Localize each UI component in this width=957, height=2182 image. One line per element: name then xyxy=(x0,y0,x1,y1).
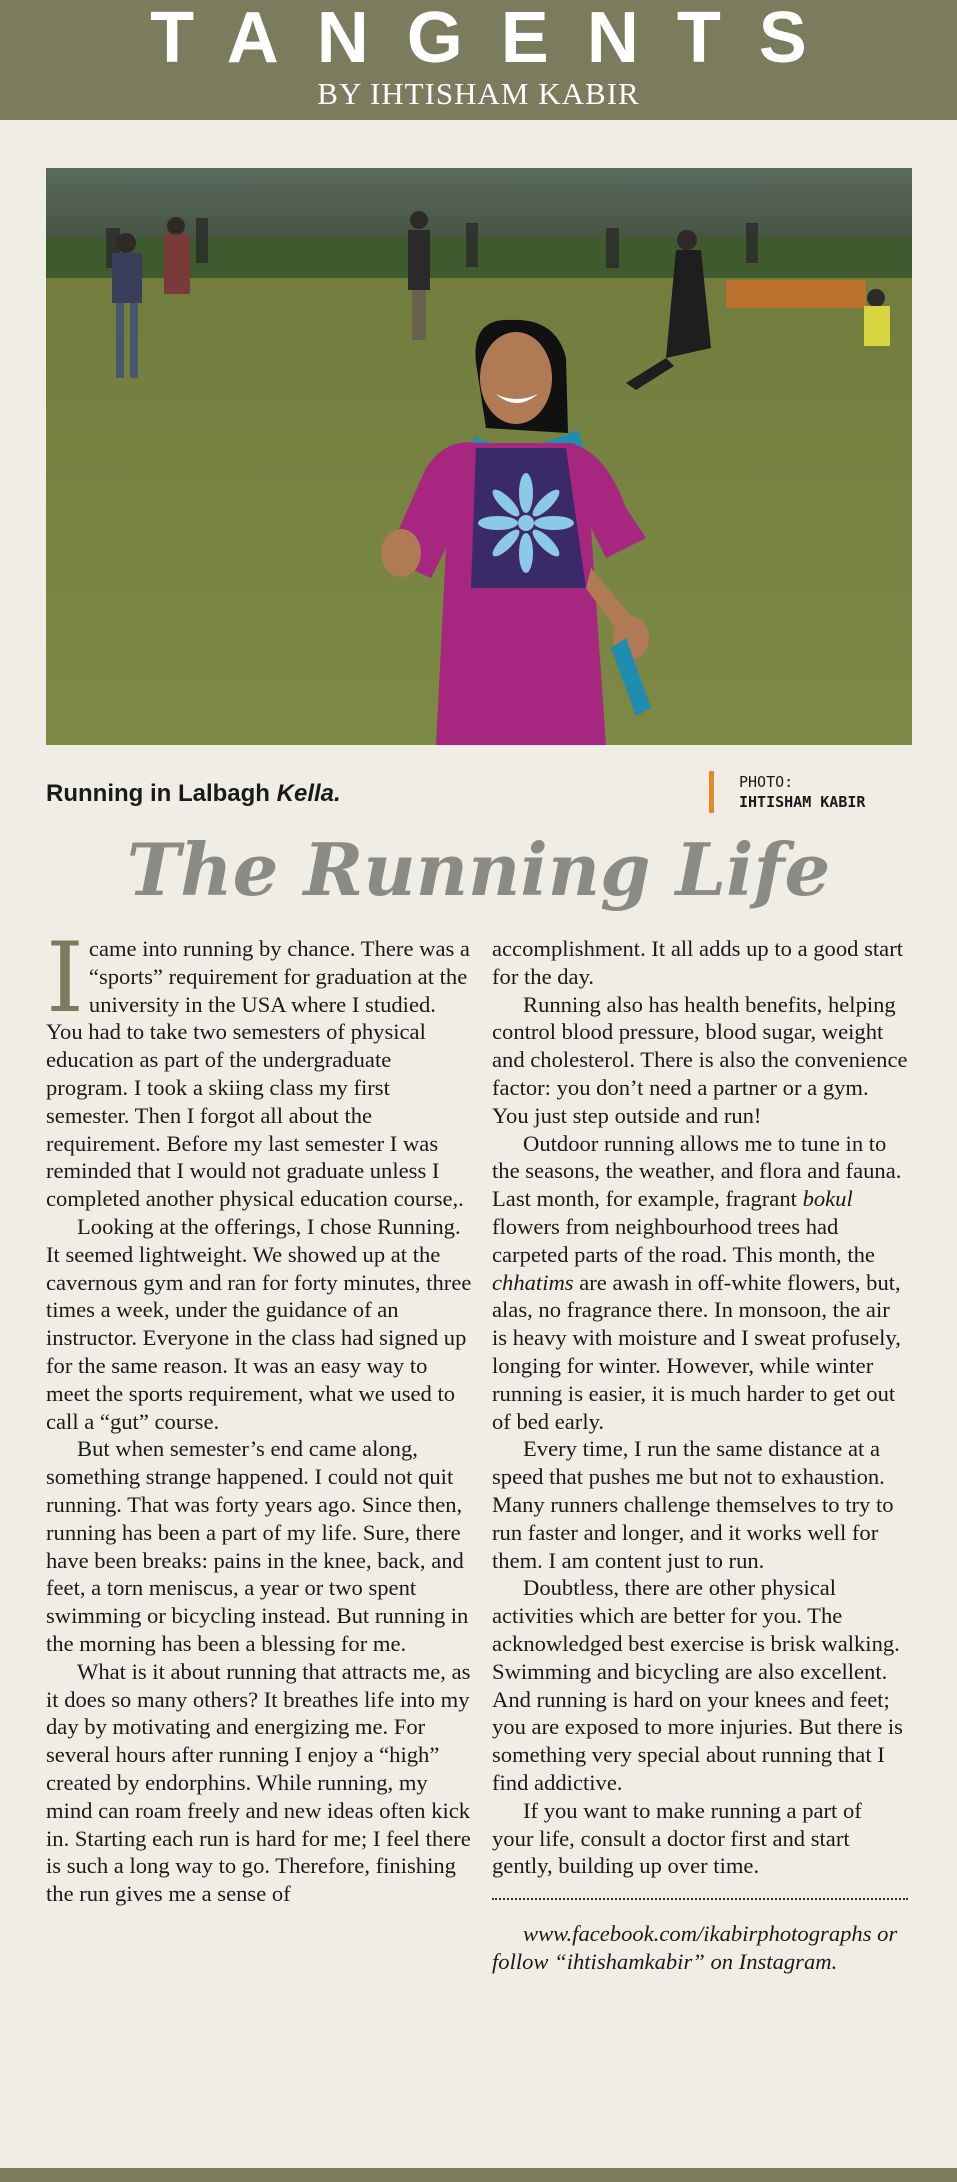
paragraph: Every time, I run the same distance at a speed that pushes me but not to exhaustion. Many runners challenge themselves to try to run faster and longer, and it works well for them. I am content just to run. xyxy=(492,1436,894,1573)
article-photo xyxy=(46,168,912,745)
bottom-bar xyxy=(0,2168,957,2182)
right-column xyxy=(492,935,908,1976)
credit-accent-bar xyxy=(709,771,714,813)
paragraph: Looking at the offerings, I chose Running. It seemed lightweight. We showed up at the cavernous gym and ran for forty minutes, three times a week, under the guidance of an instructor. Everyone in the class had signed up for the same reason. It was an easy way to meet the sports requirement, what we used to call a “gut” course. xyxy=(46,1213,472,1434)
paragraph: Doubtless, there are other physical activities which are better for you. The acknowledged best exercise is brisk walking. Swimming and bicycling are also excellent. And running is hard on your knees and feet; you are exposed to more injuries. But there is something very special about running that I find addictive. xyxy=(492,1575,903,1795)
caption-italic: Kella. xyxy=(276,780,341,807)
paragraph: Outdoor running allows me to tune in to the seasons, the weather, and flora and fauna. Last month, for example, fragrant bokul flowers from neighbourhood trees had carpeted parts of the road. This month, the chhatims are awash in off-white flowers, but, alas, no fragrance there. In monsoon, the air is heavy with moisture and I sweat profusely, longing for winter. However, while winter running is easier, it is much harder to get out of bed early. xyxy=(492,1130,902,1434)
credit-name: IHTISHAM KABIR xyxy=(739,793,866,811)
credit-label: PHOTO: xyxy=(739,773,794,791)
paragraph: accomplishment. It all adds up to a good start for the day. xyxy=(492,936,903,989)
article-headline: The Running Life xyxy=(126,827,831,912)
drop-cap: I xyxy=(46,922,84,1034)
social-footer-note: www.facebook.com/ikabirphotographs or follow “ihtishamkabir” on Instagram. xyxy=(492,1921,898,1974)
paragraph: But when semester’s end came along, something strange happened. I could not quit running. That was forty years ago. Since then, running has been a part of my life. Sure, there have been breaks: pains in the knee, back, and feet, a torn meniscus, a year or two spent swimming or bicycling instead. But running in the morning has been a blessing for me. xyxy=(46,1436,469,1656)
column-title: TANGENTS xyxy=(150,0,845,78)
paragraph: What is it about running that attracts me, as it does so many others? It breathes life into my day by motivating and energizing me. For several hours after running I enjoy a “high” created by endorphins. While running, my mind can roam freely and new ideas often kick in. Starting each run is hard for me; I feel there is such a long way to go. Therefore, finishing the run gives me a sense of xyxy=(46,1658,471,1907)
left-column xyxy=(46,922,474,1908)
paragraph: If you want to make running a part of your life, consult a doctor first and start gently, building up over time. xyxy=(492,1797,862,1879)
byline: BY IHTISHAM KABIR xyxy=(317,76,640,111)
photo-caption xyxy=(46,779,646,809)
masthead xyxy=(0,0,957,120)
photo-illustration xyxy=(46,168,912,745)
paragraph: Running also has health benefits, helping control blood pressure, blood sugar, weight and cholesterol. There is also the convenience factor: you don’t need a partner or a gym. You just step outside and run! xyxy=(492,991,908,1128)
photo-credit xyxy=(739,772,919,812)
paragraph: I came into running by chance. There was a “sports” requirement for graduation at the university in the USA where I studied. You had to take two semesters of physical education as part of the undergraduate program. I took a skiing class my first semester. Then I forgot all about the requirement. Before my last semester I was reminded that I would not graduate unless I completed another physical education course,. xyxy=(46,922,470,1212)
dotted-divider xyxy=(492,1898,908,1900)
caption-text: Running in Lalbagh xyxy=(46,780,277,807)
